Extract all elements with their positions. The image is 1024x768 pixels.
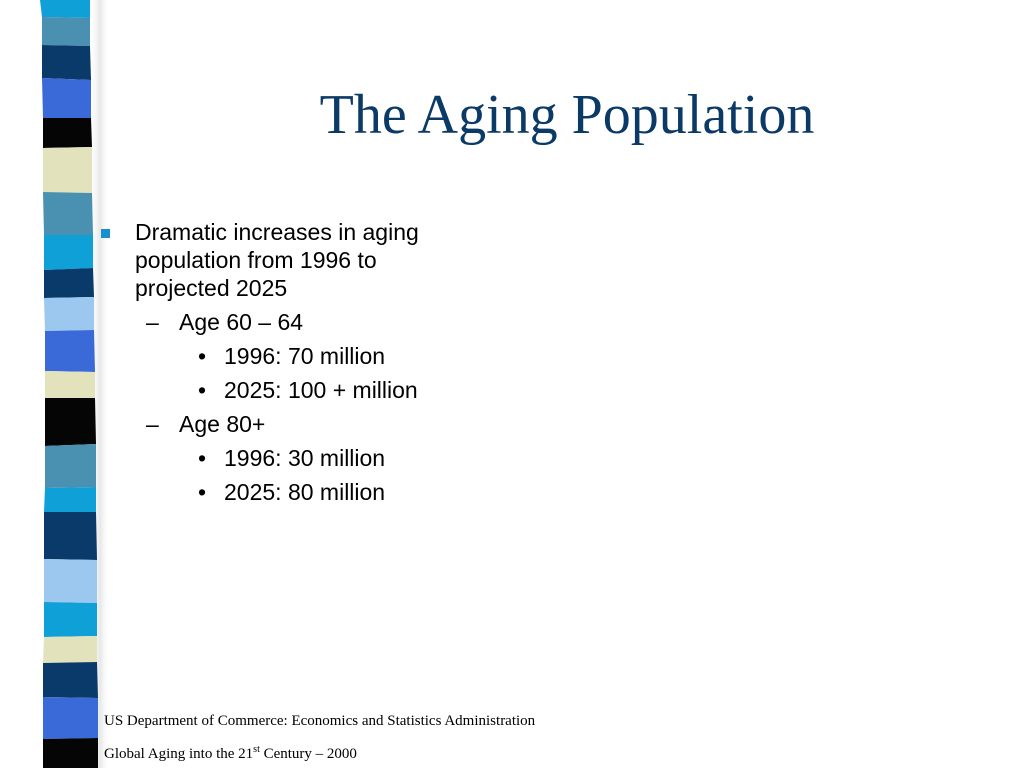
stripe-blocks bbox=[40, 0, 98, 768]
stripe-block bbox=[43, 697, 98, 739]
stripe-block bbox=[43, 636, 97, 663]
footer-source-line: US Department of Commerce: Economics and Statistics Administration bbox=[104, 713, 536, 729]
stripe-block bbox=[45, 371, 95, 398]
sub-bullet-text: Age 60 – 64 bbox=[179, 309, 304, 335]
stripe-block bbox=[42, 45, 91, 80]
dash-marker: – bbox=[146, 309, 159, 335]
slide-body bbox=[100, 218, 540, 506]
stripe-block bbox=[44, 602, 97, 637]
dot-marker: • bbox=[198, 343, 207, 369]
square-bullet-icon bbox=[101, 229, 110, 238]
stripe-block bbox=[44, 297, 94, 331]
list-item-text: 2025: 80 million bbox=[224, 479, 386, 505]
dash-marker: – bbox=[146, 411, 159, 437]
list-item-text: 1996: 70 million bbox=[224, 343, 386, 369]
stripe-block bbox=[44, 487, 96, 512]
slide-title: The Aging Population bbox=[319, 84, 815, 146]
stripe-block bbox=[45, 330, 95, 372]
stripe-block bbox=[44, 235, 93, 270]
dot-marker: • bbox=[198, 377, 207, 403]
footer-publication-line bbox=[104, 744, 357, 763]
stripe-block bbox=[44, 268, 94, 298]
stripe-block bbox=[40, 0, 90, 18]
dot-marker: • bbox=[198, 479, 207, 505]
list-item bbox=[100, 342, 540, 370]
list-item-text: 1996: 30 million bbox=[224, 445, 386, 471]
stripe-block bbox=[45, 444, 96, 488]
list-item-text: 2025: 100 + million bbox=[224, 377, 418, 403]
decorative-stripe-bar bbox=[0, 0, 110, 768]
stripe-block bbox=[43, 738, 98, 768]
footer-publication-prefix: Global Aging into the 21 bbox=[104, 746, 254, 762]
main-bullet-text: Dramatic increases in aging population from 1996 to projected 2025 bbox=[135, 219, 419, 301]
footer-superscript: st bbox=[253, 744, 260, 755]
footer-publication-suffix: Century – 2000 bbox=[259, 746, 357, 762]
stripe-block bbox=[42, 78, 91, 118]
list-item bbox=[100, 444, 540, 472]
dot-marker: • bbox=[198, 445, 207, 471]
stripe-block bbox=[43, 662, 98, 698]
stripe-block bbox=[43, 118, 92, 148]
stripe-block bbox=[42, 17, 90, 46]
sub-bullet-age-60-64 bbox=[100, 308, 540, 336]
list-item bbox=[100, 376, 540, 404]
stripe-block bbox=[45, 398, 96, 446]
stripe-block bbox=[43, 192, 93, 235]
stripe-block bbox=[44, 512, 97, 560]
stripe-block bbox=[43, 147, 92, 193]
sub-bullet-age-80-plus bbox=[100, 410, 540, 438]
stripe-block bbox=[44, 559, 97, 603]
sub-bullet-text: Age 80+ bbox=[179, 411, 266, 437]
main-bullet bbox=[100, 218, 465, 302]
list-item bbox=[100, 478, 540, 506]
